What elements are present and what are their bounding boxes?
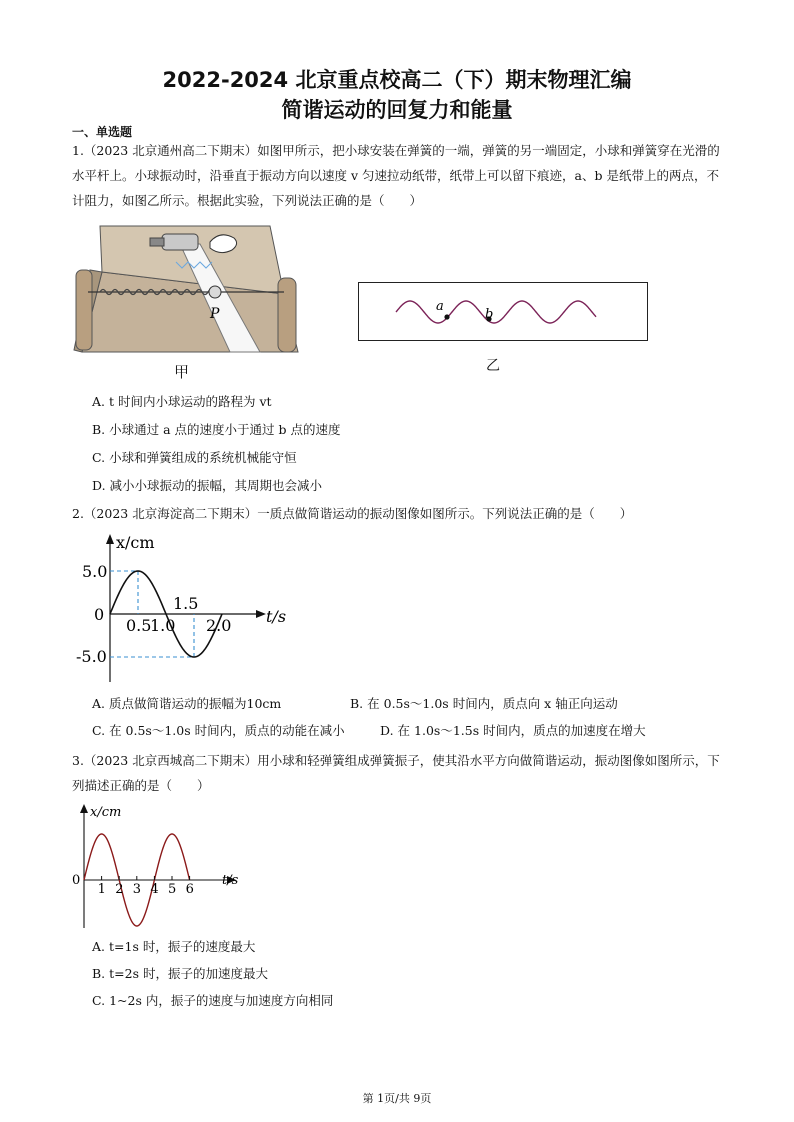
x-tick-0.5: 0.5 [126, 616, 152, 635]
q1-option-d: D. 减小小球振动的振幅，其周期也会减小 [92, 478, 323, 493]
question-1-text: 1.（2023 北京通州高二下期末）如图甲所示，把小球安装在弹簧的一端，弹簧的另一端固定，小球和弹簧穿在光滑的水平杆上。小球振动时，沿垂直于振动方向以速度 v 匀速拉动纸带，纸带上可以留下痕迹，a、b 是纸带上的两点，不计阻力，如图乙所示。根据此实验，下列说法正确的是（ ） [72, 143, 720, 208]
q3-option-b: B. t=2s 时，振子的加速度最大 [92, 966, 268, 981]
figure-paper-tape [358, 282, 648, 342]
q2-option-c: C. 在 0.5s～1.0s 时间内，质点的动能在减小 [92, 723, 345, 738]
q2-option-b: B. 在 0.5s～1.0s 时间内，质点向 x 轴正向运动 [350, 696, 618, 711]
q1-option-b: B. 小球通过 a 点的速度小于通过 b 点的速度 [92, 422, 341, 437]
x-tick-2: 2 [115, 882, 124, 897]
page-title: 2022-2024 北京重点校高二（下）期末物理汇编 [162, 68, 632, 92]
section-heading: 一、单选题 [72, 125, 133, 139]
label-b: b [485, 307, 494, 322]
y-axis-label: x/cm [116, 533, 155, 552]
y-tick-neg5: -5.0 [76, 647, 107, 666]
vibration-graph-2 [70, 800, 250, 932]
x-tick-5: 5 [168, 882, 177, 897]
x-tick-1.0: 1.0 [150, 616, 176, 635]
y-tick-0: 0 [94, 605, 105, 624]
x-axis-label: t/s [222, 873, 239, 888]
x-tick-2.0: 2.0 [206, 616, 232, 635]
origin-label: 0 [72, 873, 81, 888]
figure-left-caption: 甲 [174, 363, 190, 381]
y-axis-label: x/cm [90, 805, 122, 820]
y-tick-5: 5.0 [82, 562, 108, 581]
label-p: P [210, 306, 220, 322]
question-2-text: 2.（2023 北京海淀高二下期末）一质点做简谐运动的振动图像如图所示。下列说法正确的是（ ） [72, 506, 633, 521]
x-tick-1: 1 [97, 882, 106, 897]
x-axis-label: t/s [266, 607, 287, 626]
q3-option-c: C. 1~2s 内，振子的速度与加速度方向相同 [92, 993, 334, 1008]
x-tick-6: 6 [185, 882, 194, 897]
point-a [444, 314, 449, 319]
x-tick-3: 3 [132, 882, 142, 897]
page-subtitle: 简谐运动的回复力和能量 [281, 98, 513, 122]
figure-spring-apparatus [70, 222, 310, 362]
question-3-text: 3.（2023 北京西城高二下期末）用小球和轻弹簧组成弹簧振子，使其沿水平方向做简谐运动，振动图像如图所示，下列描述正确的是（ ） [72, 753, 720, 793]
vibration-graph-1 [70, 532, 290, 687]
page-footer: 第 1页/共 9页 [362, 1092, 432, 1105]
x-axis-arrow [256, 610, 266, 618]
x-tick-4: 4 [150, 882, 159, 897]
q3-option-a: A. t=1s 时，振子的速度最大 [92, 939, 256, 954]
q1-option-c: C. 小球和弹簧组成的系统机械能守恒 [92, 450, 297, 465]
q2-option-a: A. 质点做简谐运动的振幅为10cm [92, 696, 282, 711]
label-a: a [436, 299, 444, 314]
x-tick-1.5: 1.5 [173, 594, 199, 613]
figure-right-caption: 乙 [486, 358, 500, 374]
y-axis-arrow [80, 804, 88, 813]
q2-option-d: D. 在 1.0s～1.5s 时间内，质点的加速度在增大 [380, 723, 646, 738]
y-axis-arrow [106, 534, 114, 544]
q1-option-a: A. t 时间内小球运动的路程为 vt [92, 394, 272, 409]
